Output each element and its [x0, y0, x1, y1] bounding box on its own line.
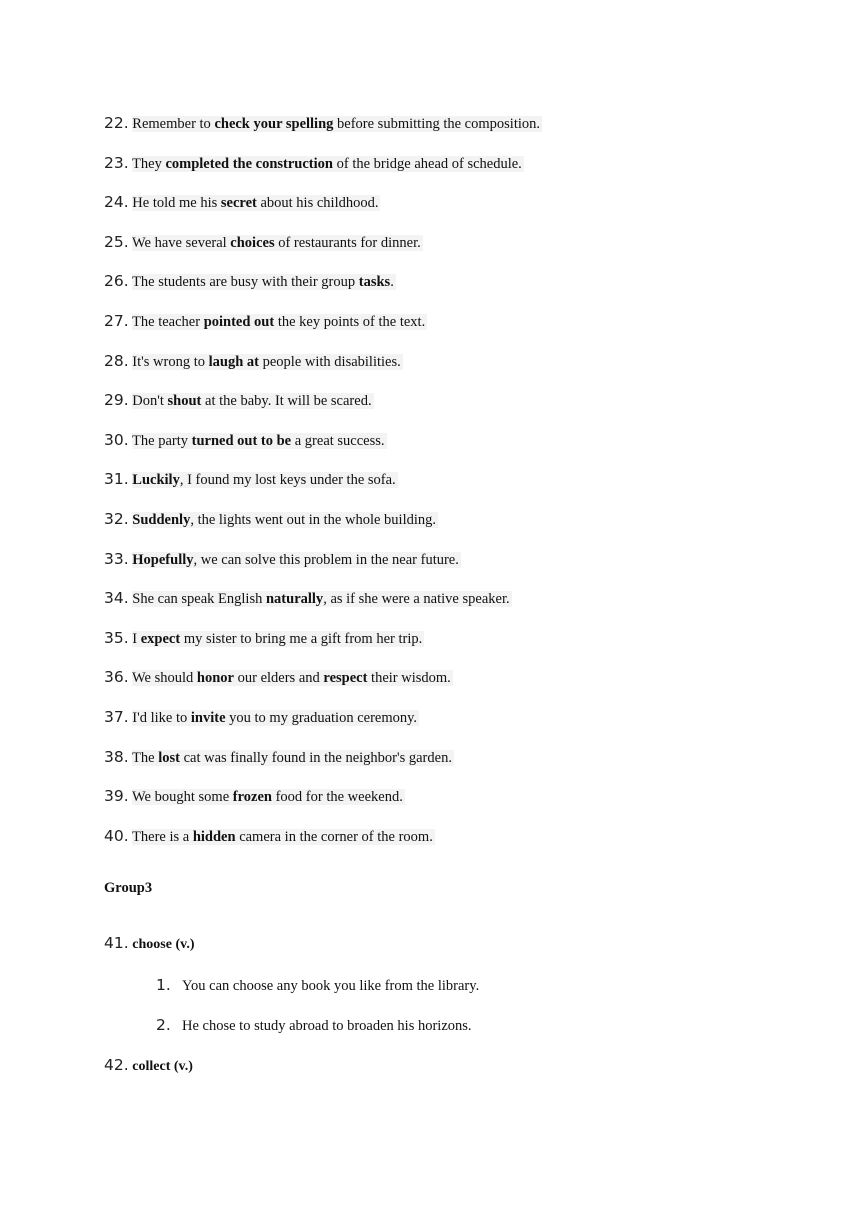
sentence-fragment: . — [390, 274, 394, 290]
sentence-fragment: people with disabilities. — [258, 354, 401, 370]
sentence-fragment: , as if she were a native speaker. — [323, 591, 510, 607]
highlighted-phrase: completed the construction — [165, 156, 333, 172]
example-number: 1. — [156, 976, 171, 994]
sentence-fragment: our elders and — [234, 670, 324, 686]
entry-word: choose (v.) — [132, 937, 195, 952]
highlighted-phrase: invite — [190, 710, 226, 726]
sentence-text — [132, 552, 461, 568]
sentence-text — [132, 829, 435, 845]
highlighted-phrase: honor — [196, 670, 234, 686]
sentence-number: 29. — [104, 391, 129, 409]
sentence-fragment: The students are busy with their group — [132, 274, 359, 290]
sentence-fragment: , the lights went out in the whole building. — [190, 512, 436, 528]
sentence-item — [104, 626, 424, 650]
example-sentence — [156, 973, 479, 997]
sentence-number: 24. — [104, 193, 129, 211]
sentence-fragment: you to my graduation ceremony. — [225, 710, 418, 726]
sentence-fragment: He told me his — [132, 195, 221, 211]
sentence-fragment: The — [132, 750, 159, 766]
sentence-number: 25. — [104, 233, 129, 251]
highlighted-phrase: tasks — [358, 274, 391, 290]
sentence-item — [104, 665, 453, 689]
sentence-text — [132, 235, 423, 251]
sentence-text — [132, 116, 542, 132]
sentence-fragment: Remember to — [132, 116, 215, 132]
example-sentence — [156, 1013, 472, 1037]
sentence-number: 33. — [104, 550, 129, 568]
highlighted-phrase: check your spelling — [214, 116, 334, 132]
sentence-fragment: their wisdom. — [367, 670, 451, 686]
highlighted-phrase: expect — [140, 631, 181, 647]
sentence-item — [104, 349, 403, 373]
highlighted-phrase: naturally — [265, 591, 324, 607]
sentence-text — [132, 710, 419, 726]
sentence-text — [132, 354, 402, 370]
sentence-fragment: a great success. — [291, 433, 385, 449]
sentence-item — [104, 230, 423, 254]
sentence-fragment: the key points of the text. — [274, 314, 426, 330]
sentence-fragment: She can speak English — [132, 591, 266, 607]
sentence-fragment: before submitting the composition. — [333, 116, 541, 132]
sentence-number: 32. — [104, 510, 129, 528]
sentence-fragment: of restaurants for dinner. — [274, 235, 421, 251]
sentence-fragment: We should — [132, 670, 197, 686]
sentence-number: 27. — [104, 312, 129, 330]
highlighted-phrase: respect — [323, 670, 368, 686]
highlighted-phrase: laugh at — [208, 354, 259, 370]
highlighted-phrase: Suddenly — [132, 512, 191, 528]
sentence-text — [132, 314, 427, 330]
sentence-item — [104, 467, 398, 491]
sentence-number: 31. — [104, 470, 129, 488]
sentence-fragment: There is a — [132, 829, 193, 845]
sentence-fragment: I — [132, 631, 141, 647]
sentence-text — [132, 591, 511, 607]
sentence-fragment: , I found my lost keys under the sofa. — [179, 472, 396, 488]
entry-number: 42. — [104, 1056, 129, 1074]
example-number: 2. — [156, 1016, 171, 1034]
sentence-text — [132, 512, 438, 528]
sentence-fragment: We have several — [132, 235, 231, 251]
sentence-item — [104, 269, 396, 293]
sentence-item — [104, 388, 374, 412]
vocabulary-entry — [104, 1053, 193, 1077]
sentence-fragment: food for the weekend. — [271, 789, 403, 805]
sentence-fragment: I'd like to — [132, 710, 191, 726]
entry-number: 41. — [104, 934, 129, 952]
sentence-item — [104, 111, 542, 135]
sentence-item — [104, 547, 461, 571]
sentence-number: 36. — [104, 668, 129, 686]
sentence-item — [104, 151, 524, 175]
sentence-item — [104, 586, 512, 610]
highlighted-phrase: lost — [158, 750, 180, 766]
sentence-text — [132, 195, 380, 211]
sentence-item — [104, 745, 454, 769]
sentence-item — [104, 705, 419, 729]
sentence-number: 38. — [104, 748, 129, 766]
sentence-fragment: of the bridge ahead of schedule. — [332, 156, 522, 172]
sentence-fragment: camera in the corner of the room. — [235, 829, 433, 845]
sentence-number: 34. — [104, 589, 129, 607]
sentence-fragment: about his childhood. — [256, 195, 379, 211]
sentence-fragment: The teacher — [132, 314, 204, 330]
highlighted-phrase: turned out to be — [191, 433, 292, 449]
sentence-number: 40. — [104, 827, 129, 845]
sentence-fragment: at the baby. It will be scared. — [201, 393, 372, 409]
sentence-number: 22. — [104, 114, 129, 132]
sentence-item — [104, 784, 405, 808]
vocabulary-entry — [104, 931, 195, 955]
sentence-fragment: my sister to bring me a gift from her trip. — [180, 631, 423, 647]
sentence-item — [104, 309, 427, 333]
sentence-text — [132, 789, 405, 805]
sentence-number: 23. — [104, 154, 129, 172]
sentence-text — [132, 433, 387, 449]
sentence-fragment: It's wrong to — [132, 354, 209, 370]
sentence-fragment: , we can solve this problem in the near future. — [193, 552, 459, 568]
sentence-fragment: We bought some — [132, 789, 233, 805]
example-text: He chose to study abroad to broaden his horizons. — [182, 1018, 472, 1034]
highlighted-phrase: hidden — [192, 829, 236, 845]
sentence-text — [132, 670, 453, 686]
sentence-number: 37. — [104, 708, 129, 726]
highlighted-phrase: pointed out — [203, 314, 275, 330]
sentence-item — [104, 824, 435, 848]
sentence-item — [104, 428, 387, 452]
sentence-item — [104, 507, 438, 531]
sentence-number: 39. — [104, 787, 129, 805]
sentence-text — [132, 393, 373, 409]
sentence-item — [104, 190, 380, 214]
highlighted-phrase: choices — [230, 235, 275, 251]
sentence-fragment: Don't — [132, 393, 168, 409]
group-heading: Group3 — [104, 880, 153, 896]
highlighted-phrase: Luckily — [132, 472, 180, 488]
sentence-fragment: They — [132, 156, 166, 172]
sentence-number: 35. — [104, 629, 129, 647]
sentence-text — [132, 750, 454, 766]
sentence-text — [132, 631, 424, 647]
sentence-fragment: The party — [132, 433, 192, 449]
sentence-number: 28. — [104, 352, 129, 370]
highlighted-phrase: secret — [220, 195, 257, 211]
sentence-text — [132, 472, 397, 488]
highlighted-phrase: shout — [167, 393, 202, 409]
sentence-text — [132, 274, 396, 290]
sentence-number: 26. — [104, 272, 129, 290]
entry-word: collect (v.) — [132, 1059, 193, 1074]
sentence-fragment: cat was finally found in the neighbor's garden. — [179, 750, 452, 766]
highlighted-phrase: Hopefully — [132, 552, 194, 568]
example-text: You can choose any book you like from the library. — [182, 978, 480, 994]
sentence-text — [132, 156, 524, 172]
highlighted-phrase: frozen — [232, 789, 272, 805]
sentence-number: 30. — [104, 431, 129, 449]
